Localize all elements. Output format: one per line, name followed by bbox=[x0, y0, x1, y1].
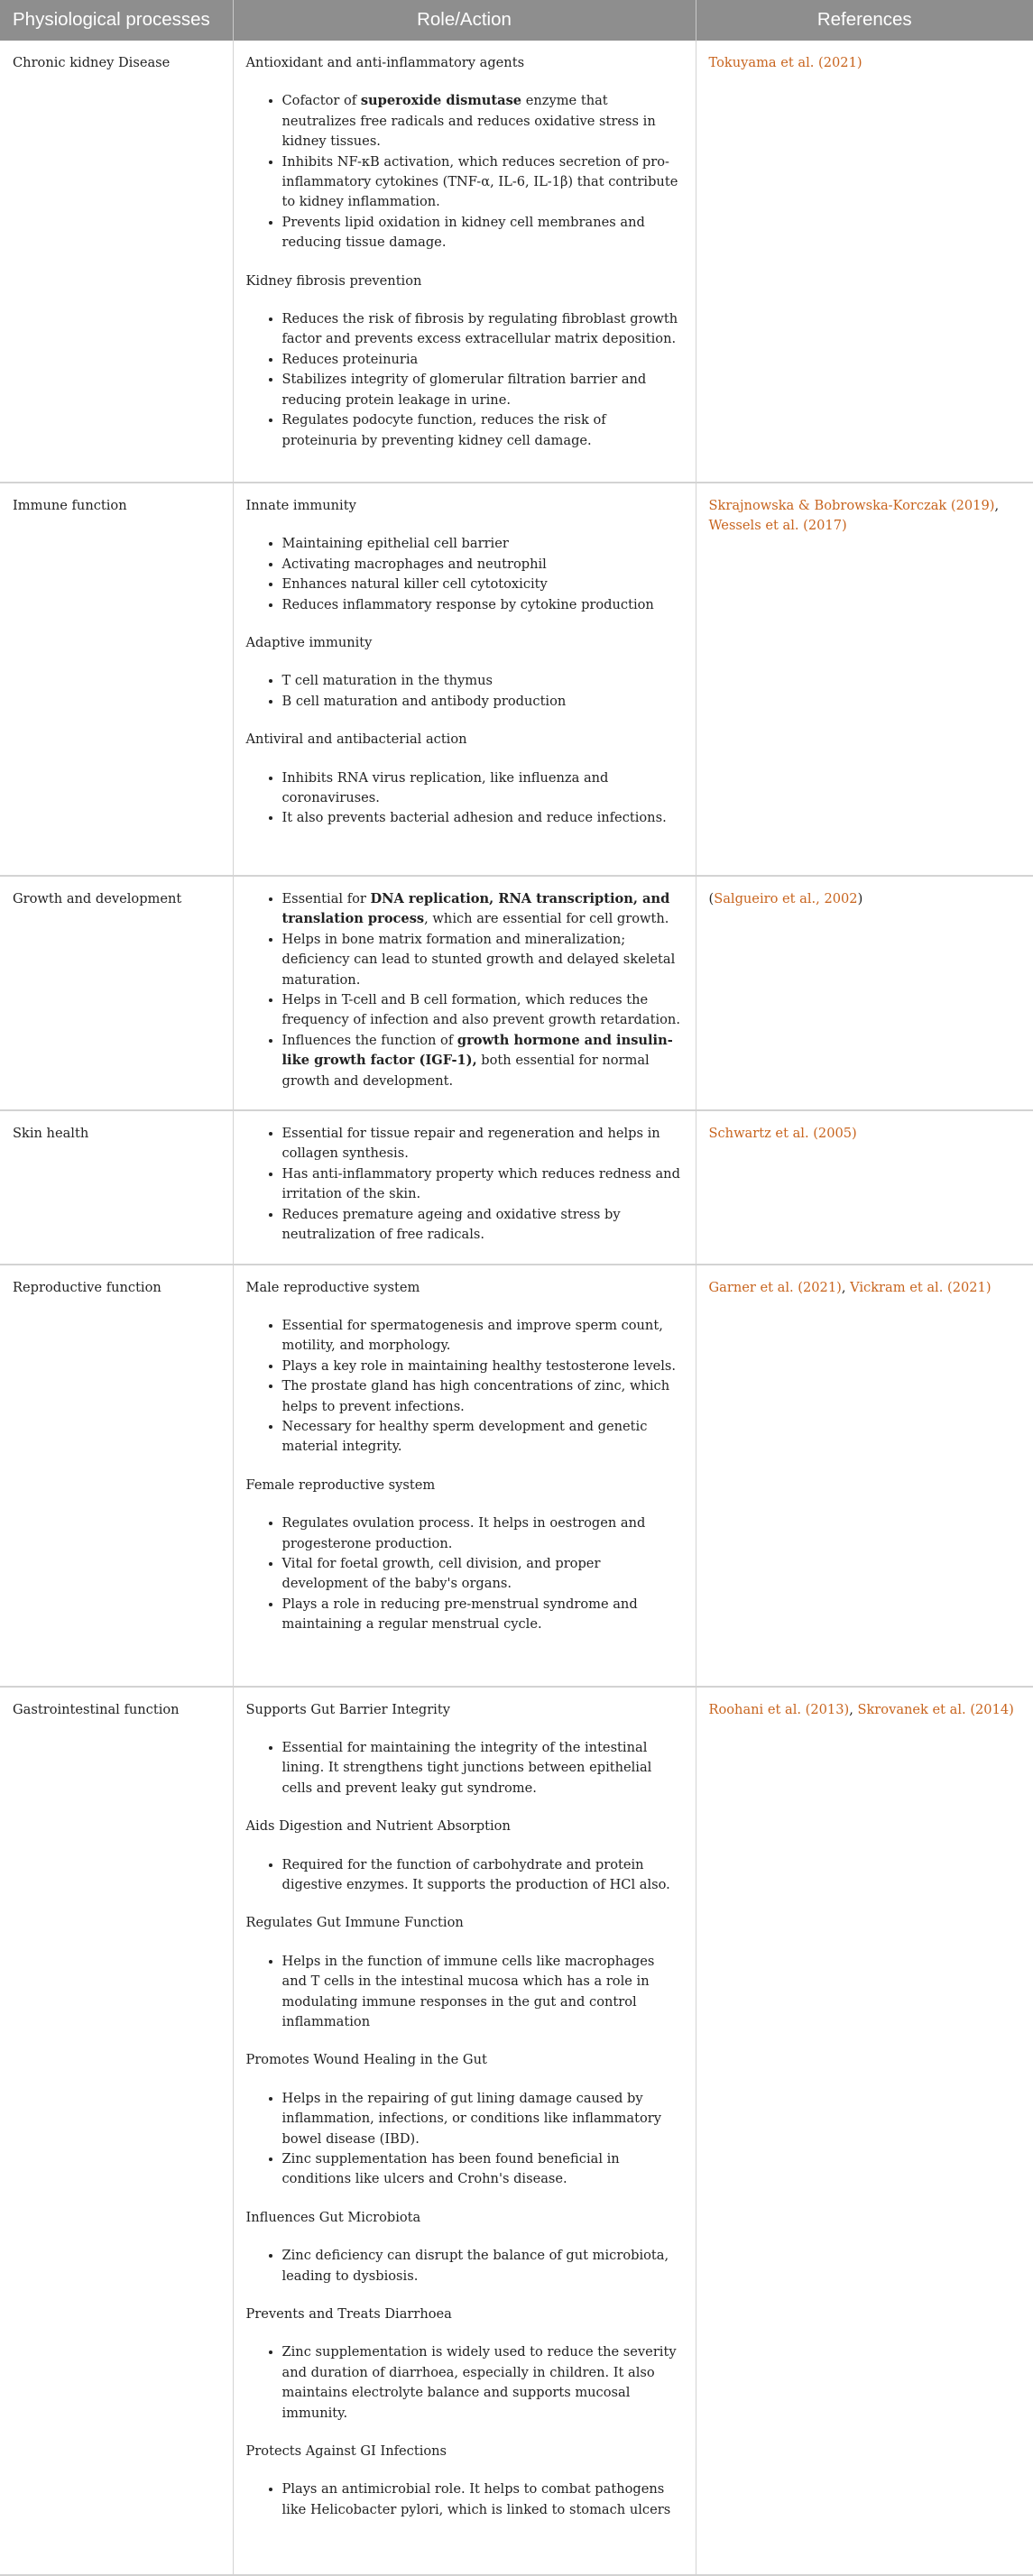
references-cell bbox=[696, 1265, 1033, 1687]
list-item bbox=[282, 2246, 683, 2286]
process-name: Reproductive function bbox=[13, 1279, 161, 1295]
text-segment: Essential for maintaining the integrity of the intestinal lining. It strengthens tight junctions between epithelial cells and prevent leaky gut syndrome. bbox=[281, 1739, 652, 1796]
reference-link[interactable]: Wessels et al. (2017) bbox=[708, 518, 847, 534]
references-cell bbox=[696, 483, 1033, 876]
header-references: References bbox=[696, 0, 1033, 41]
reference-link[interactable]: Garner et al. (2021) bbox=[708, 1279, 842, 1295]
process-cell bbox=[0, 876, 233, 1110]
list-item bbox=[282, 692, 683, 712]
bullet-list bbox=[246, 1316, 683, 1458]
bullet-list bbox=[246, 1513, 683, 1634]
text-segment: Inhibits NF-κB activation, which reduces secretion of pro-inflammatory cytokines (TNF-α, IL-6, IL-1β) that contribute to kidney inflammation. bbox=[281, 153, 678, 210]
section-title: Innate immunity bbox=[245, 498, 356, 513]
text-segment: Vital for foetal growth, cell division, and proper development of the baby's organs. bbox=[281, 1555, 601, 1592]
process-name: Growth and development bbox=[13, 891, 182, 906]
role-cell bbox=[233, 483, 696, 876]
bullet-list bbox=[246, 2246, 683, 2286]
section-title: Aids Digestion and Nutrient Absorption bbox=[245, 1818, 511, 1835]
bullet-list bbox=[246, 768, 683, 829]
list-item bbox=[282, 808, 683, 828]
bullet-list bbox=[246, 309, 683, 451]
references-cell bbox=[696, 41, 1033, 483]
references-cell bbox=[696, 1687, 1033, 2575]
reference-link[interactable]: (Salgueiro et al., 2002) bbox=[708, 891, 863, 906]
list-item bbox=[282, 2479, 683, 2520]
bullet-list bbox=[246, 2342, 683, 2424]
reference-link[interactable]: Skrovanek et al. (2014) bbox=[857, 1701, 1014, 1717]
section-title: Male reproductive system bbox=[245, 1279, 420, 1295]
section-title: Promotes Wound Healing in the Gut bbox=[245, 2052, 487, 2068]
bullet-list bbox=[246, 1952, 683, 2033]
role-cell bbox=[233, 1110, 696, 1264]
references-cell bbox=[696, 876, 1033, 1110]
list-item bbox=[282, 1124, 683, 1164]
text-segment: Helps in the repairing of gut lining damage caused by inflammation, infections, or conditions like inflammatory bowel disease (IBD). bbox=[281, 2090, 661, 2147]
text-segment: Required for the function of carbohydrate and protein digestive enzymes. It supports the production of HCl also. bbox=[281, 1856, 670, 1892]
bullet-list bbox=[246, 1855, 683, 1896]
list-item bbox=[282, 595, 683, 615]
bullet-list bbox=[246, 671, 683, 712]
reference-link[interactable]: Schwartz et al. (2005) bbox=[708, 1126, 857, 1142]
list-item bbox=[282, 1357, 683, 1376]
reference-separator: , bbox=[849, 1701, 858, 1717]
process-cell bbox=[0, 1687, 233, 2575]
reference-link[interactable]: Tokuyama et al. (2021) bbox=[708, 55, 862, 70]
text-segment: Activating macrophages and neutrophil bbox=[281, 556, 547, 572]
reference-link[interactable]: Vickram et al. (2021) bbox=[850, 1279, 991, 1295]
reference-link[interactable]: Skrajnowska & Bobrowska-Korczak (2019) bbox=[708, 498, 995, 513]
list-item bbox=[282, 768, 683, 809]
list-item bbox=[282, 1164, 683, 1205]
list-item bbox=[282, 1513, 683, 1554]
list-item bbox=[282, 889, 683, 930]
list-item bbox=[282, 370, 683, 410]
list-item bbox=[282, 91, 683, 152]
table-row bbox=[0, 1110, 1033, 1264]
list-item bbox=[282, 555, 683, 575]
reference-separator: , bbox=[994, 498, 1000, 513]
list-item bbox=[282, 410, 683, 451]
reference-link[interactable]: Roohani et al. (2013) bbox=[708, 1701, 850, 1717]
role-cell bbox=[233, 41, 696, 483]
text-segment: , which are essential for cell growth. bbox=[424, 911, 669, 927]
list-item bbox=[282, 1554, 683, 1595]
process-cell bbox=[0, 483, 233, 876]
text-segment: Inhibits RNA virus replication, like influenza and coronaviruses. bbox=[281, 769, 609, 806]
process-name: Skin health bbox=[13, 1126, 89, 1142]
list-item bbox=[282, 2149, 683, 2190]
bold-text: DNA replication, RNA transcription, and translation process bbox=[281, 891, 670, 927]
section-title: Antiviral and antibacterial action bbox=[245, 731, 467, 748]
text-segment: The prostate gland has high concentrations of zinc, which helps to prevent infections. bbox=[281, 1378, 670, 1414]
text-segment: Zinc supplementation is widely used to reduce the severity and duration of diarrhoea, especially in children. It also maintains electrolyte balance and supports mucosal immunity. bbox=[281, 2344, 677, 2421]
text-segment: Maintaining epithelial cell barrier bbox=[281, 536, 509, 552]
text-segment: Essential for spermatogenesis and improve sperm count, motility, and morphology. bbox=[281, 1317, 663, 1354]
list-item bbox=[282, 671, 683, 691]
text-segment: Influences the function of bbox=[281, 1032, 457, 1048]
text-segment: Regulates podocyte function, reduces the risk of proteinuria by preventing kidney cell damage. bbox=[281, 412, 606, 448]
text-segment: Regulates ovulation process. It helps in oestrogen and progesterone production. bbox=[281, 1515, 646, 1551]
text-segment: enzyme that neutralizes free radicals and reduces oxidative stress in kidney tissues. bbox=[281, 93, 656, 150]
list-item bbox=[282, 534, 683, 554]
bullet-list bbox=[246, 1738, 683, 1799]
list-item bbox=[282, 930, 683, 990]
list-item bbox=[282, 152, 683, 213]
bullet-list bbox=[246, 534, 683, 615]
text-segment: Plays an antimicrobial role. It helps to combat pathogens like Helicobacter pylori, which is linked to stomach ulcers bbox=[281, 2481, 671, 2517]
section-title: Female reproductive system bbox=[245, 1477, 436, 1493]
text-segment: Cofactor of bbox=[281, 93, 361, 109]
table-row bbox=[0, 876, 1033, 1110]
text-segment: Helps in bone matrix formation and mineralization; deficiency can lead to stunted growth and delayed skeletal maturation. bbox=[281, 931, 676, 988]
text-segment: Zinc deficiency can disrupt the balance of gut microbiota, leading to dysbiosis. bbox=[281, 2248, 669, 2284]
section-title: Regulates Gut Immune Function bbox=[245, 1915, 464, 1931]
bullet-list bbox=[246, 2089, 683, 2190]
text-segment: Zinc supplementation has been found beneficial in conditions like ulcers and Crohn's disease. bbox=[281, 2151, 620, 2187]
list-item bbox=[282, 2342, 683, 2424]
list-item bbox=[282, 1316, 683, 1357]
list-item bbox=[282, 309, 683, 350]
section-title: Kidney fibrosis prevention bbox=[245, 272, 422, 289]
role-cell bbox=[233, 1687, 696, 2575]
process-name: Immune function bbox=[13, 498, 127, 513]
list-item bbox=[282, 1855, 683, 1896]
reference-separator: , bbox=[841, 1279, 851, 1295]
bullet-list bbox=[246, 889, 683, 1091]
list-item bbox=[282, 1738, 683, 1799]
header-role-action: Role/Action bbox=[233, 0, 696, 41]
list-item bbox=[282, 213, 683, 253]
process-cell bbox=[0, 1110, 233, 1264]
list-item bbox=[282, 350, 683, 370]
list-item bbox=[282, 2089, 683, 2149]
text-segment: Reduces inflammatory response by cytokine production bbox=[281, 596, 654, 612]
header-physiological-processes: Physiological processes bbox=[0, 0, 233, 41]
bold-text: superoxide dismutase bbox=[360, 93, 522, 109]
list-item bbox=[282, 575, 683, 594]
text-segment: Reduces premature ageing and oxidative stress by neutralization of free radicals. bbox=[281, 1206, 621, 1243]
role-cell bbox=[233, 1265, 696, 1687]
text-segment: Essential for bbox=[281, 891, 371, 906]
bullet-list bbox=[246, 2479, 683, 2520]
list-item bbox=[282, 990, 683, 1031]
section-title: Prevents and Treats Diarrhoea bbox=[245, 2306, 452, 2323]
section-title: Influences Gut Microbiota bbox=[245, 2209, 421, 2225]
text-segment: both essential for normal growth and development. bbox=[281, 1053, 650, 1089]
list-item bbox=[282, 1031, 683, 1091]
bold-text: growth hormone and insulin-like growth factor (IGF-1), bbox=[281, 1032, 673, 1069]
bullet-list bbox=[246, 1124, 683, 1245]
text-segment: It also prevents bacterial adhesion and reduce infections. bbox=[281, 810, 667, 826]
section-title: Supports Gut Barrier Integrity bbox=[245, 1701, 450, 1717]
section-title: Protects Against GI Infections bbox=[245, 2443, 447, 2460]
list-item bbox=[282, 1952, 683, 2033]
table-row bbox=[0, 1265, 1033, 1687]
text-segment: B cell maturation and antibody production bbox=[281, 693, 567, 709]
text-segment: Plays a key role in maintaining healthy testosterone levels. bbox=[281, 1357, 677, 1374]
section-title: Adaptive immunity bbox=[245, 635, 373, 651]
table-body bbox=[0, 41, 1033, 2575]
text-segment: Stabilizes integrity of glomerular filtration barrier and reducing protein leakage in urine. bbox=[281, 372, 647, 408]
text-segment: Has anti-inflammatory property which reduces redness and irritation of the skin. bbox=[281, 1165, 680, 1202]
text-segment: Reduces proteinuria bbox=[281, 351, 419, 367]
table-row bbox=[0, 483, 1033, 876]
process-name: Gastrointestinal function bbox=[13, 1701, 180, 1717]
list-item bbox=[282, 1376, 683, 1417]
table-row bbox=[0, 1687, 1033, 2575]
process-name: Chronic kidney Disease bbox=[13, 55, 171, 70]
text-segment: Necessary for healthy sperm development and genetic material integrity. bbox=[281, 1418, 648, 1455]
list-item bbox=[282, 1417, 683, 1458]
text-segment: Plays a role in reducing pre-menstrual syndrome and maintaining a regular menstrual cycle. bbox=[281, 1596, 638, 1633]
text-segment: Helps in the function of immune cells like macrophages and T cells in the intestinal mucosa which has a role in modulating immune responses in the gut and control inflammation bbox=[281, 1953, 655, 2029]
text-segment: Helps in T-cell and B cell formation, which reduces the frequency of infection and also prevent growth retardation. bbox=[281, 992, 680, 1028]
text-segment: T cell maturation in the thymus bbox=[281, 673, 493, 689]
section-title: Antioxidant and anti-inflammatory agents bbox=[245, 55, 525, 70]
text-segment: Enhances natural killer cell cytotoxicity bbox=[281, 576, 548, 593]
text-segment: Prevents lipid oxidation in kidney cell membranes and reducing tissue damage. bbox=[281, 214, 645, 251]
references-cell bbox=[696, 1110, 1033, 1264]
role-cell bbox=[233, 876, 696, 1110]
table-row bbox=[0, 41, 1033, 483]
text-segment: Essential for tissue repair and regeneration and helps in collagen synthesis. bbox=[281, 1126, 660, 1162]
header-row bbox=[0, 0, 1033, 41]
process-cell bbox=[0, 41, 233, 483]
bullet-list bbox=[246, 91, 683, 253]
process-cell bbox=[0, 1265, 233, 1687]
list-item bbox=[282, 1205, 683, 1246]
list-item bbox=[282, 1595, 683, 1635]
text-segment: Reduces the risk of fibrosis by regulating fibroblast growth factor and prevents excess extracellular matrix deposition. bbox=[281, 311, 678, 347]
